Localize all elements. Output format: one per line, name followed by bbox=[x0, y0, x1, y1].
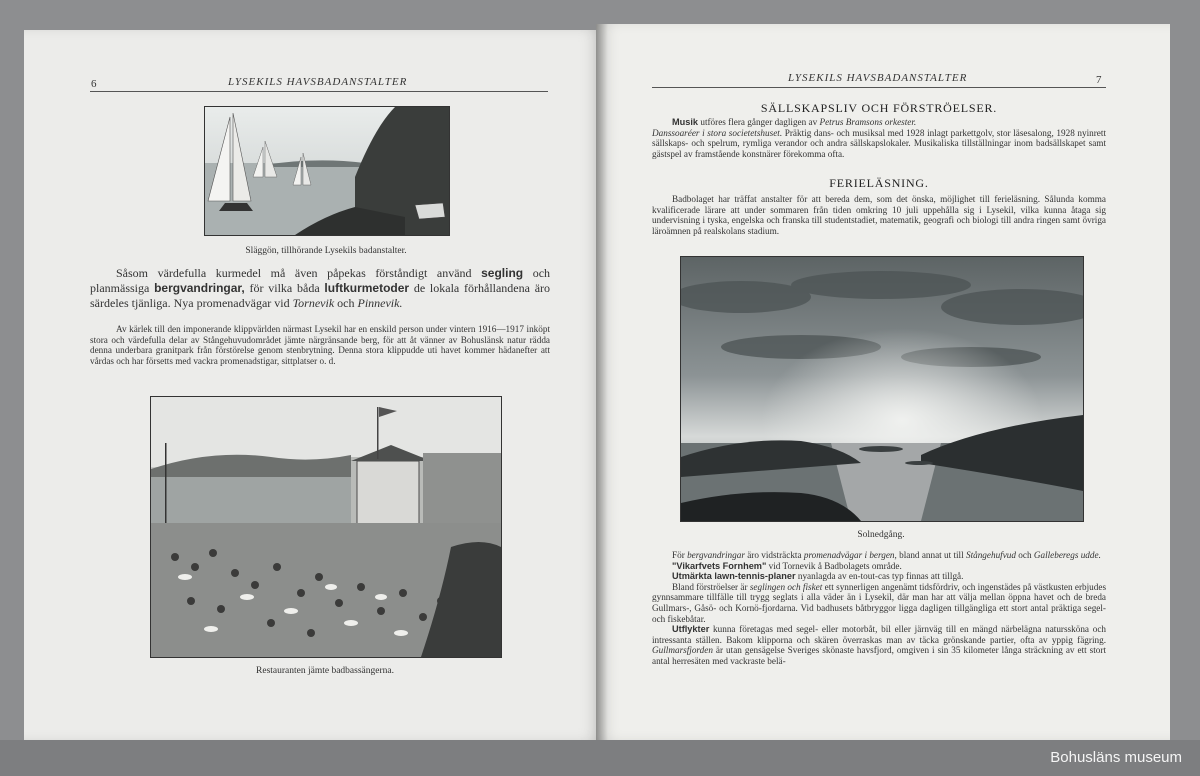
left-page bbox=[24, 30, 604, 740]
photo-restaurant bbox=[150, 396, 502, 658]
right-page bbox=[596, 24, 1170, 740]
museum-watermark: Bohusläns museum bbox=[1050, 749, 1182, 766]
sunset-illustration bbox=[681, 257, 1083, 521]
heading-sallskapsliv: SÄLLSKAPSLIV OCH FÖRSTRÖELSER. bbox=[760, 101, 998, 115]
photo-caption-solnedgang: Solnedgång. bbox=[857, 530, 905, 540]
photo-caption-slaggon: Släggön, tillhörande Lysekils badanstalter. bbox=[245, 246, 407, 256]
heading-ferielasning: FERIELÄSNING. bbox=[829, 176, 929, 190]
book-gutter-shadow bbox=[596, 24, 608, 740]
photo-solnedgang bbox=[680, 256, 1084, 522]
page-number-right: 7 bbox=[1096, 74, 1102, 86]
paragraph-ferielasning: Badbolaget har träffat anstalter för att bereda dem, som det önska, möjlighet till ferieläsning. Sålunda komma kvalificerade lärare att under sommaren från tiden omkring 10 juli uppehålla sig i Lysekil, vilka kunna åtaga sig undervisning i tyska, engelska och franska till studentstadiet, matematik, geografi och biologi till andra ringen samt övriga läroämnen på realskolans stadium. bbox=[652, 194, 1106, 236]
paragraph-utflykter: För bergvandringar äro vidsträckta promenadvägar i bergen, bland annat ut till Stångehufvud och Galleberegs udde. "Vikarfvets Fornhem" vid Tornevik å Badbolagets område. Utmärkta lawn-tennis-planer nyanlagda av en-tout-cas typ finnas att tillgå. Bland förströelser är seglingen och fisket ett synnerligen angenämt tidsfördriv, och ingenstädes på västkusten erbjudes gynnsammare tillfälle till trygg seglats i alla väder än i Lysekil, där man har att välja mellan öppna havet och de breda Gullmars-, Gåsö- och Kornö-fjordarna. Vid badhusets båtbryggor ligga dagligen tillgängliga ett stort antal präktiga segel- och fiskebåtar. Utflykter kunna företagas med segel- eller motorbåt, bil eller järnväg till en mängd närbelägna naturssköna och intressanta ställen. Bakom klipporna och skären överraskas man av täcka grönskande partier, ofta av yppig fägring. Gullmarsfjorden är utan gensägelse Sveriges skönaste havsfjord, omgiven i sin 35 kilometer långa sträckning av ett stort antal herresäten med vackraste belä- bbox=[652, 550, 1107, 666]
page-number-left: 6 bbox=[91, 78, 97, 90]
intro-paragraph: Såsom värdefulla kurmedel må även påpekas förståndigt använd segling och planmässiga bergvandringar, för vilka båda luftkurmetoder de lokala förhållandena äro särdeles tjänliga. Nya promenadvägar vid Tornevik och Pinnevik. bbox=[90, 266, 551, 310]
paragraph-sallskapsliv: Musik utföres flera gånger dagligen av Petrus Bramsons orkester. Danssoaréer i stora societetshuset. Präktig dans- och musiksal med 1928 inlagt parkettgolv, stor läsesalong, 1928 nyinrett sällskaps- och spelrum, rymliga verandor och andra sällskapslokaler. Musikaliska tillställningar inom badsällskapet samt gästspel av framstående konstnärer förekomma ofta. bbox=[652, 117, 1106, 159]
body-paragraph: Av kärlek till den imponerande klippvärlden närmast Lysekil har en enskild person under vintern 1916—1917 inköpt stora och värdefulla delar av Stångehuvudområdet jämte närgränsande berg, för att åt vänner av Bohuslänsk natur rädda denna underbara granitpark från förstörelse genom stenbrytning. Denna stora klippudde uti havet kommer hädanefter att vårdas och har försetts med vackra promenadstigar, sittplatser o. d. bbox=[90, 324, 550, 366]
running-head-left: LYSEKILS HAVSBADANSTALTER bbox=[228, 76, 408, 88]
header-rule-left bbox=[90, 91, 548, 92]
restaurant-illustration bbox=[151, 397, 501, 657]
photo-slaggon bbox=[204, 106, 450, 236]
sailboats-illustration bbox=[205, 107, 449, 235]
photo-caption-restaurant: Restauranten jämte badbassängerna. bbox=[256, 666, 394, 676]
header-rule-right bbox=[652, 87, 1106, 88]
footer-band bbox=[0, 740, 1200, 776]
running-head-right: LYSEKILS HAVSBADANSTALTER bbox=[788, 72, 968, 84]
